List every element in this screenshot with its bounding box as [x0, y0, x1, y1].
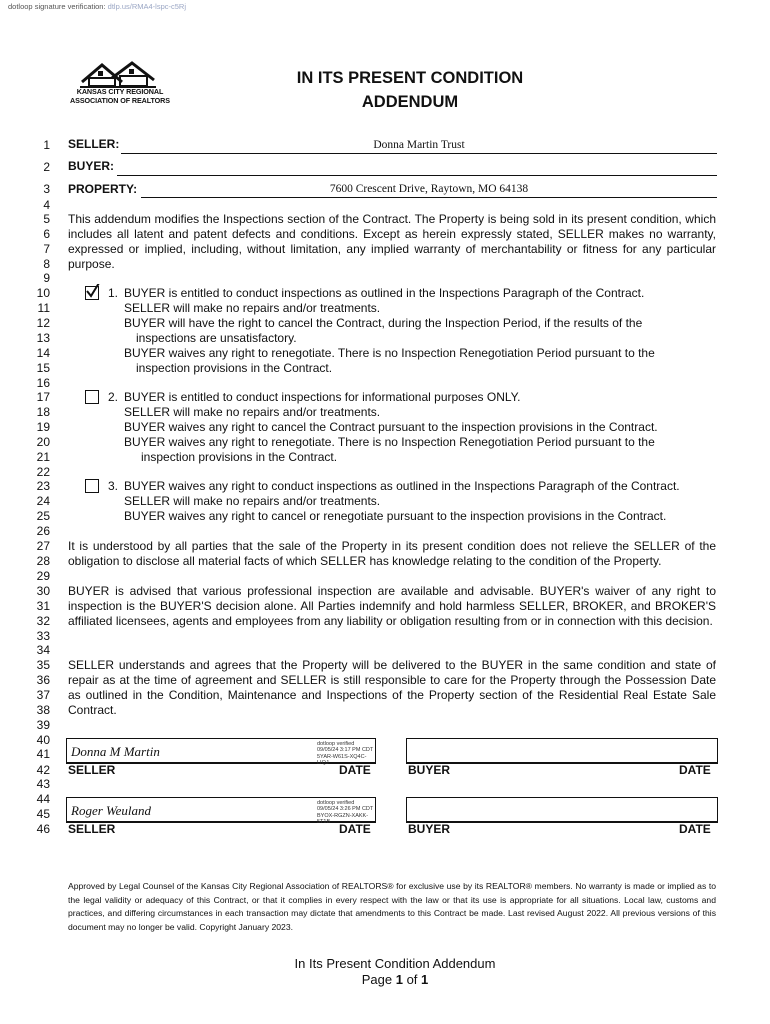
line-number: 44 — [36, 792, 50, 806]
buyer-2-date-label: DATE — [679, 822, 711, 836]
line-number: 18 — [36, 405, 50, 419]
line-number: 14 — [36, 346, 50, 360]
line-number: 43 — [36, 777, 50, 791]
property-field[interactable]: 7600 Crescent Drive, Raytown, MO 64138 — [141, 183, 717, 198]
line-number: 29 — [36, 569, 50, 583]
option-3-text: BUYER waives any right to conduct inspections as outlined in the Inspections Paragraph of the Contract. SELLER will make no repairs and/or treatments. BUYER waives any right to cancel or renegotiate pursuant to the inspection provisions in the Contract. — [124, 479, 680, 523]
line-number: 37 — [36, 688, 50, 702]
line-number: 11 — [37, 301, 50, 315]
check-icon — [85, 284, 100, 299]
line-number: 21 — [36, 450, 50, 464]
option-2-number: 2. — [108, 390, 119, 404]
line-number: 36 — [36, 673, 50, 687]
option-1-text: BUYER is entitled to conduct inspections as outlined in the Inspections Paragraph of the Contract. SELLER will make no repairs and/or treatments. BUYER will have the right to cancel the Contract, during the Inspection Period, if the results of the inspections are unsatisfactory. BUYER waives any right to renegotiate. There is no Inspection Renegotiation Period pursuant to the inspection provisions in the Contract. — [124, 286, 655, 375]
line-number: 6 — [43, 227, 50, 241]
verification-label: dotloop signature verification: — [8, 2, 106, 11]
option-3-checkbox[interactable] — [85, 479, 99, 493]
option-3-number: 3. — [108, 479, 119, 493]
page-indicator: Page 1 of 1 — [361, 972, 429, 987]
line-number: 32 — [36, 614, 50, 628]
understood-paragraph: It is understood by all parties that the sale of the Property in its present condition does not relieve the SELLER of the obligation to disclose all material facts of which SELLER has knowledge relating to the condition of the Property. — [68, 539, 716, 568]
verification-link[interactable]: dtlp.us/RMA4-lspc-c5Rj — [107, 2, 187, 11]
seller-1-signature: Donna M Martin — [71, 744, 160, 759]
seller-2-signature-box[interactable] — [66, 797, 376, 823]
seller-1-dotloop-stamp: dotloop verified 09/05/24 3:17 PM CDT 5YAR-W61S-XQ4C-LIQJ — [317, 741, 374, 766]
line-number: 40 — [36, 733, 50, 747]
seller-field[interactable]: Donna Martin Trust — [121, 139, 717, 154]
line-number: 17 — [36, 390, 50, 404]
line-number: 1 — [43, 138, 50, 152]
line-number: 5 — [43, 212, 50, 226]
line-number: 45 — [36, 807, 50, 821]
line-number: 20 — [36, 435, 50, 449]
line-number: 2 — [43, 160, 50, 174]
seller-2-date-label: DATE — [339, 822, 371, 836]
line-number: 15 — [36, 361, 50, 375]
intro-paragraph: This addendum modifies the Inspections section of the Contract. The Property is being sold in its present condition, which includes all latent and patent defects and conditions. Except as herein expressly stated, SELLER makes no warranty, expressed or implied, including, without limitation, any implied warranty of merchantability or fitness for any particular purpose. — [68, 212, 716, 271]
line-number: 16 — [36, 376, 50, 390]
property-label: PROPERTY: — [68, 182, 138, 196]
line-number: 31 — [36, 599, 50, 613]
line-number: 41 — [36, 747, 50, 761]
seller-1-signature-box[interactable] — [66, 738, 376, 764]
legal-disclaimer: Approved by Legal Counsel of the Kansas City Regional Association of REALTORS® for exclusive use by its REALTOR® members. No warranty is made or implied as to the legal validity or adequacy of this Contract, or that it complies in every respect with the law or that its use is appropriate for all situations. Local law, customs and practices, and differing circumstances in each transaction may dictate that amendments to this Contract be made. Last revised August 2022. All previous versions of this document may no longer be valid. Copyright January 2023. — [68, 881, 716, 932]
line-number: 12 — [36, 316, 50, 330]
option-2-text: BUYER is entitled to conduct inspections for informational purposes ONLY. SELLER will make no repairs and/or treatments. BUYER waives any right to cancel the Contract pursuant to the inspection provisions in the Contract. BUYER waives any right to renegotiate. There is no Inspection Renegotiation Period pursuant to the inspection provisions in the Contract. — [124, 390, 658, 464]
line-number: 22 — [36, 465, 50, 479]
buyer-2-label: BUYER — [408, 822, 451, 836]
line-number: 13 — [36, 331, 50, 345]
line-number: 28 — [36, 554, 50, 568]
line-number: 27 — [36, 539, 50, 553]
line-number: 4 — [43, 198, 50, 212]
line-number: 34 — [36, 643, 50, 657]
agrees-paragraph: SELLER understands and agrees that the Property will be delivered to the BUYER in the same condition and state of repair as at the time of agreement and SELLER is still responsible to care for the Property through the Possession Date as outlined in the Condition, Maintenance and Inspections of the Property section of the Residential Real Estate Sale Contract. — [68, 658, 716, 717]
line-number: 23 — [36, 479, 50, 493]
seller-1-date-label: DATE — [339, 763, 371, 777]
buyer-1-signature-box[interactable] — [406, 738, 718, 764]
line-number: 19 — [36, 420, 50, 434]
line-number: 8 — [43, 257, 50, 271]
seller-2-dotloop-stamp: dotloop verified 09/05/24 3:26 PM CDT BYOX-RGZN-XAKK-5T1B — [317, 800, 374, 825]
seller-1-label: SELLER — [68, 763, 116, 777]
line-number: 46 — [36, 822, 50, 836]
line-number: 9 — [43, 271, 50, 285]
logo-text: KANSAS CITY REGIONAL ASSOCIATION OF REALTORS — [70, 87, 170, 105]
advised-paragraph: BUYER is advised that various professional inspection are available and advisable. BUYER's waiver of any right to inspection is the BUYER'S decision alone. All Parties indemnify and hold harmless SELLER, BROKER, and BROKER'S affiliated licensees, agents and employees from any liability or obligation resulting from or in connection with this decision. — [68, 584, 716, 628]
buyer-1-label: BUYER — [408, 763, 451, 777]
line-number: 24 — [36, 494, 50, 508]
footer-title: In Its Present Condition Addendum — [294, 956, 496, 971]
line-number: 30 — [36, 584, 50, 598]
line-number: 25 — [36, 509, 50, 523]
buyer-2-signature-box[interactable] — [406, 797, 718, 823]
buyer-field[interactable] — [117, 161, 717, 176]
seller-2-signature: Roger Weuland — [71, 803, 152, 818]
line-number: 26 — [36, 524, 50, 538]
line-number: 33 — [36, 629, 50, 643]
option-1-number: 1. — [108, 286, 119, 300]
seller-label: SELLER: — [68, 137, 120, 151]
line-number: 7 — [43, 242, 50, 256]
verification-header — [8, 2, 186, 11]
option-1-checkbox[interactable] — [85, 286, 99, 300]
option-2-checkbox[interactable] — [85, 390, 99, 404]
line-number: 42 — [36, 763, 50, 777]
buyer-label: BUYER: — [68, 159, 115, 173]
line-number: 39 — [36, 718, 50, 732]
line-number: 3 — [43, 182, 50, 196]
line-number: 35 — [36, 658, 50, 672]
seller-2-label: SELLER — [68, 822, 116, 836]
buyer-1-date-label: DATE — [679, 763, 711, 777]
line-number: 38 — [36, 703, 50, 717]
page-title: IN ITS PRESENT CONDITION ADDENDUM — [296, 69, 524, 111]
line-number: 10 — [36, 286, 50, 300]
